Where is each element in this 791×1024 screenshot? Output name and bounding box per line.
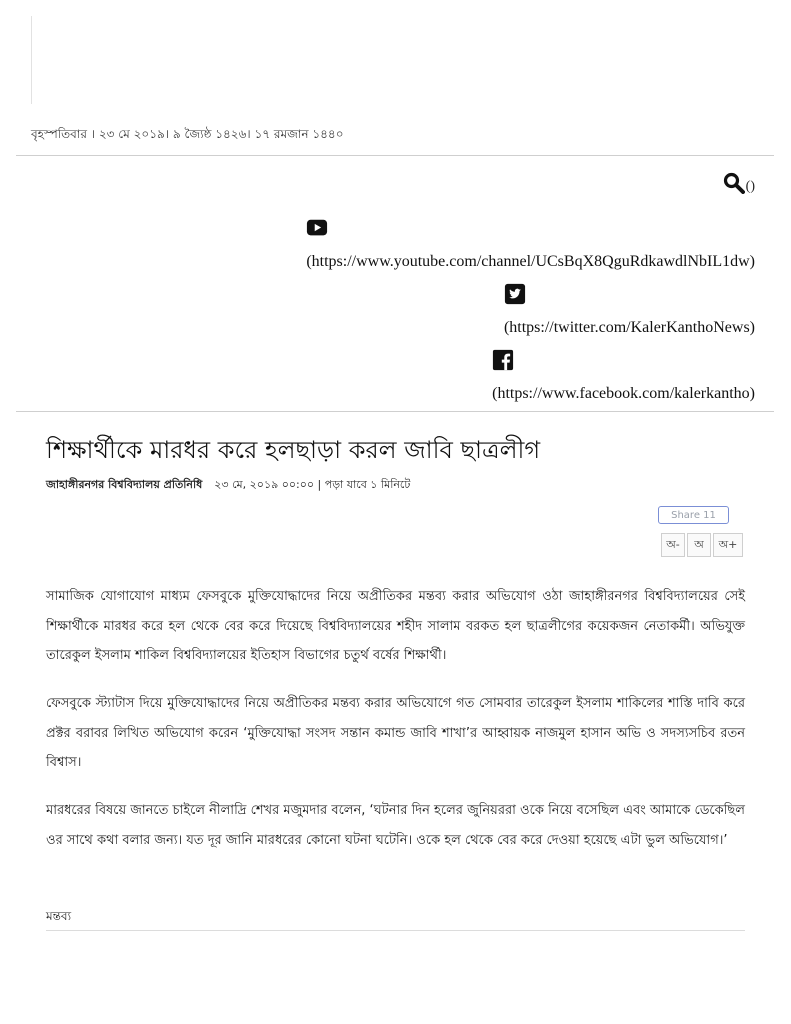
youtube-url[interactable]: (https://www.youtube.com/channel/UCsBqX8QguRdkawdlNbIL1dw) bbox=[306, 253, 755, 270]
article-paragraph-2: ফেসবুকে স্ট্যাটাস দিয়ে মুক্তিযোদ্ধাদের নিয়ে অপ্রীতিকর মন্তব্য করার অভিযোগে গত সোমবার তারেকুল ইসলাম শাকিলের শাস্তি দাবি করে প্রক্টর বরাবর লিখিত অভিযোগ করেন ‘মুক্তিযোদ্ধা সংসদ সন্তান কমান্ড জাবি শাখা’র আহ্বায়ক নাজমুল হাসান অভি ও সদস্যসচিব রতন বিশ্বাস। bbox=[46, 696, 745, 770]
font-reset-button[interactable]: অ bbox=[687, 533, 711, 557]
comments-heading: মন্তব্য bbox=[46, 909, 72, 923]
font-increase-button[interactable]: অ+ bbox=[713, 533, 743, 557]
search-button[interactable] bbox=[723, 172, 755, 194]
comments-rule bbox=[46, 930, 745, 931]
font-size-controls bbox=[661, 533, 743, 557]
youtube-link[interactable] bbox=[306, 217, 755, 271]
header-divider bbox=[31, 16, 32, 104]
twitter-icon[interactable] bbox=[504, 283, 526, 305]
search-icon[interactable] bbox=[723, 172, 745, 194]
article-paragraph-1: সামাজিক যোগাযোগ মাধ্যম ফেসবুকে মুক্তিযোদ্ধাদের নিয়ে অপ্রীতিকর মন্তব্য করার অভিযোগ ওঠা জাহাঙ্গীরনগর বিশ্ববিদ্যালয়ের সেই শিক্ষার্থীকে মারধর করে হল থেকে বের করে দিয়েছে বিশ্ববিদ্যালয়ের শহীদ সালাম বরকত হল ছাত্রলীগের কয়েকজন নেতাকর্মী। অভিযুক্ত তারেকুল ইসলাম শাকিল বিশ্ববিদ্যালয়ের ইতিহাস বিভাগের চতুর্থ বর্ষের শিক্ষার্থী। bbox=[46, 589, 745, 663]
share-button[interactable]: Share 11 bbox=[658, 506, 729, 524]
article-title: শিক্ষার্থীকে মারধর করে হলছাড়া করল জাবি ছাত্রলীগ bbox=[46, 436, 541, 464]
twitter-link[interactable] bbox=[504, 283, 755, 337]
date-line: বৃহস্পতিবার । ২৩ মে ২০১৯। ৯ জ্যৈষ্ঠ ১৪২৬। ১৭ রমজান ১৪৪০ bbox=[31, 127, 344, 141]
youtube-icon[interactable] bbox=[306, 217, 328, 239]
article-meta: ২৩ মে, ২০১৯ ০০:০০ | পড়া যাবে ১ মিনিটে bbox=[214, 478, 411, 491]
article-paragraph-3: মারধরের বিষয়ে জানতে চাইলে নীলাদ্রি শেখর মজুমদার বলেন, ‘ঘটনার দিন হলের জুনিয়ররা ওকে নিয়ে বসেছিল এবং আমাকে ডেকেছিল ওর সাথে কথা বলার জন্য। যত দূর জানি মারধরের কোনো ঘটনা ঘটেনি। ওকে হল থেকে বের করে দেওয়া হয়েছে এটা ভুল অভিযোগ।’ bbox=[46, 803, 745, 848]
font-decrease-button[interactable]: অ- bbox=[661, 533, 685, 557]
facebook-link[interactable] bbox=[492, 349, 755, 403]
top-rule bbox=[16, 155, 774, 156]
facebook-icon[interactable] bbox=[492, 349, 514, 371]
author-name: জাহাঙ্গীরনগর বিশ্ববিদ্যালয় প্রতিনিধি bbox=[46, 478, 203, 491]
facebook-url[interactable]: (https://www.facebook.com/kalerkantho) bbox=[492, 385, 755, 402]
search-link-text[interactable]: () bbox=[745, 179, 755, 194]
article-byline bbox=[46, 476, 410, 495]
nav-rule bbox=[16, 411, 774, 412]
twitter-url[interactable]: (https://twitter.com/KalerKanthoNews) bbox=[503, 319, 755, 336]
